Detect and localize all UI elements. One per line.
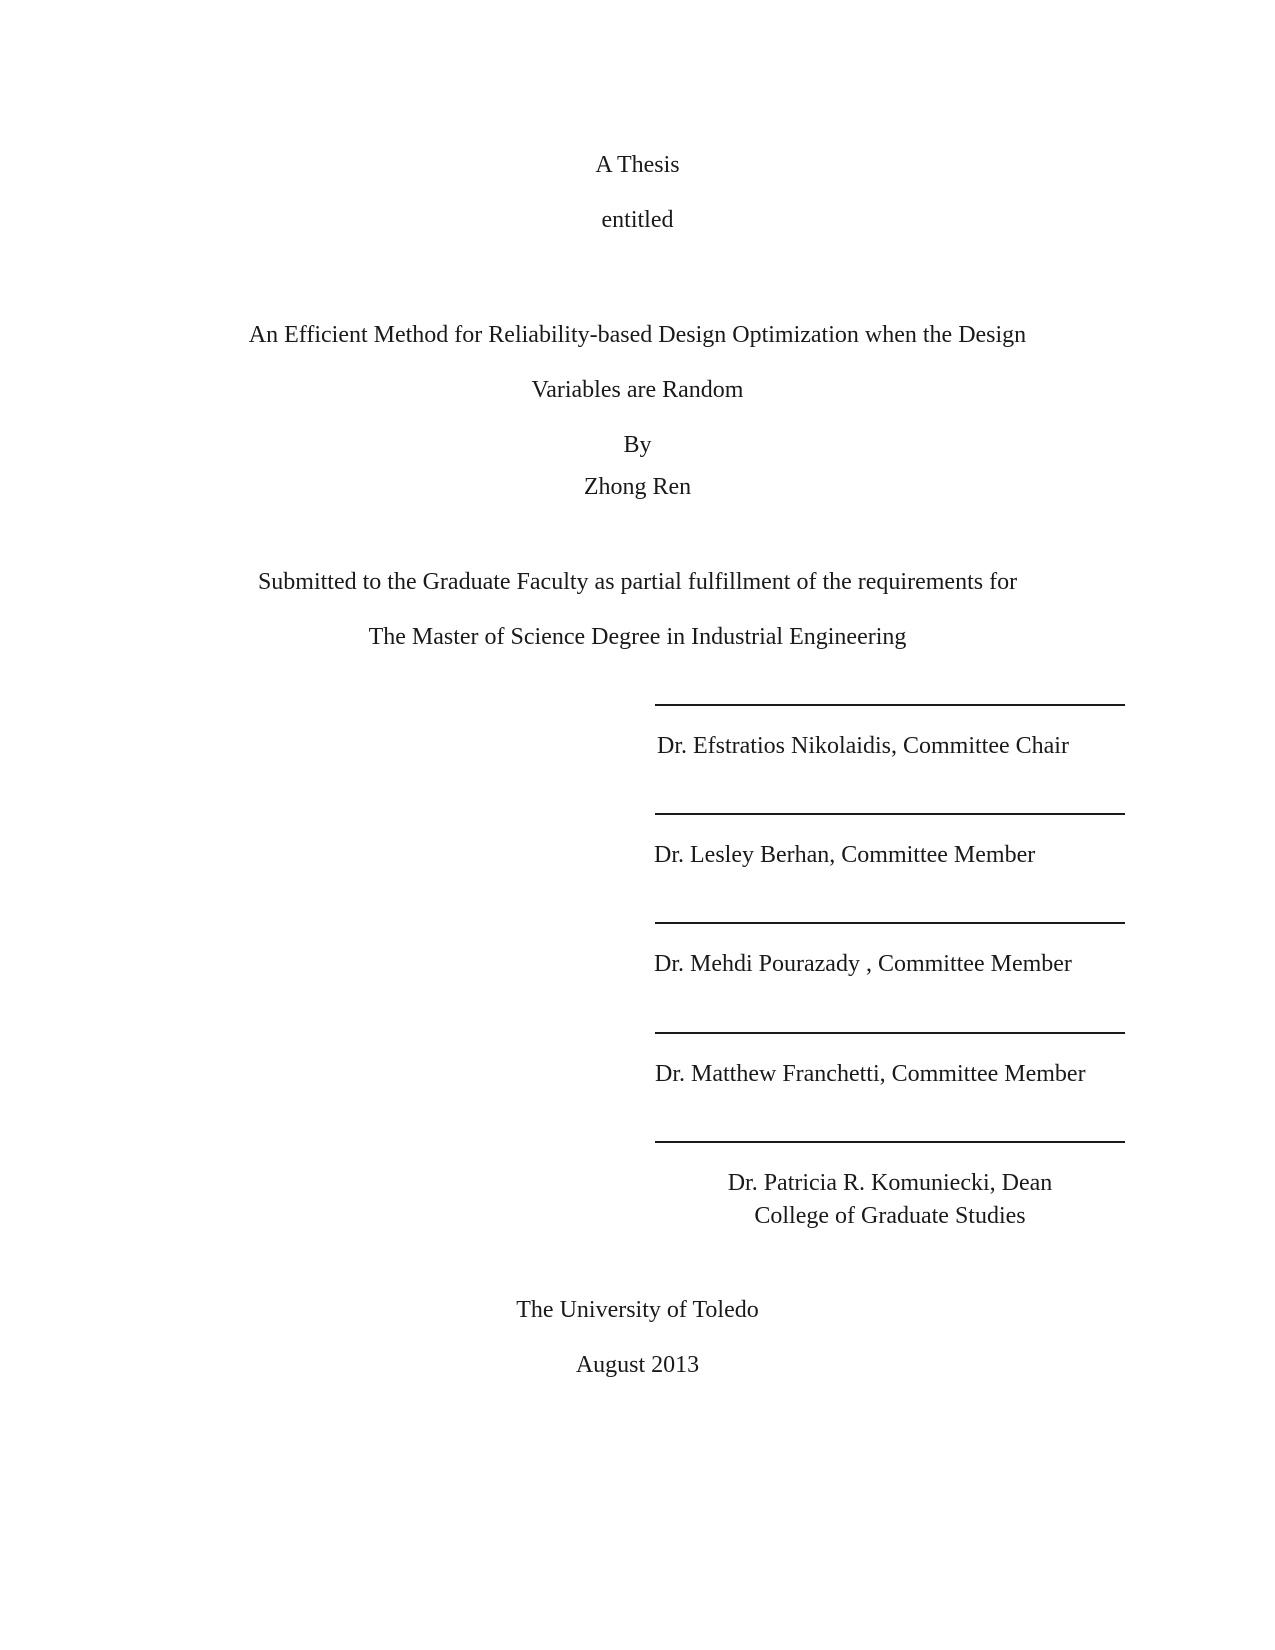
committee-member-name: Dr. Lesley Berhan, Committee Member [654,842,1036,868]
institution-name: The University of Toledo [516,1297,759,1323]
dean-college: College of Graduate Studies [754,1203,1026,1229]
signature-line [655,922,1125,924]
submission-statement: Submitted to the Graduate Faculty as partial fulfillment of the requirements for [257,569,1018,595]
signature-line [655,1141,1125,1143]
committee-chair-name: Dr. Efstratios Nikolaidis, Committee Chair [657,733,1069,759]
dean-signature-block [655,1167,1125,1233]
signature-line [655,813,1125,815]
signature-line [655,704,1125,706]
document-type: A Thesis [595,152,680,178]
entitled-label: entitled [601,207,674,233]
author-name: Zhong Ren [583,474,692,500]
dean-name: Dr. Patricia R. Komuniecki, Dean [727,1170,1053,1196]
by-label: By [623,432,652,458]
thesis-title-line-1: An Efficient Method for Reliability-based Design Optimization when the Design [248,322,1027,348]
committee-member-name: Dr. Mehdi Pourazady , Committee Member [654,951,1072,977]
committee-member-name: Dr. Matthew Franchetti, Committee Member [655,1061,1086,1087]
signature-line [655,1032,1125,1034]
degree-statement: The Master of Science Degree in Industrial Engineering [368,624,907,650]
thesis-title-line-2: Variables are Random [531,377,744,403]
submission-date: August 2013 [575,1352,700,1378]
